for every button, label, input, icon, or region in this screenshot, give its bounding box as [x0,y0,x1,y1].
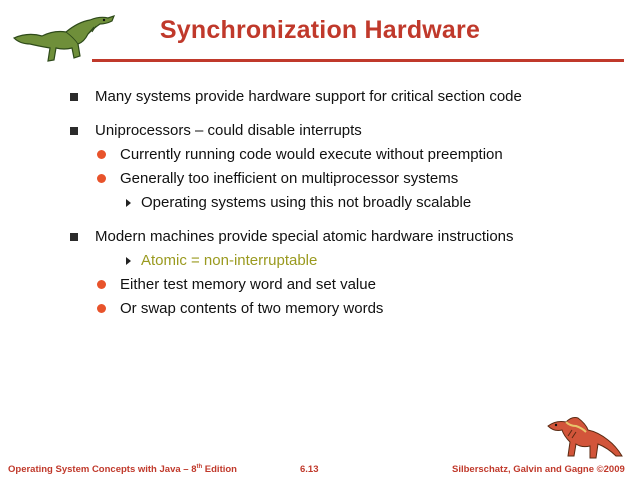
dinosaur-mascot-icon [542,400,626,462]
bullet-item [97,170,458,187]
page-title: Synchronization Hardware [159,16,481,44]
bullet-text: Operating systems using this not broadly scalable [141,194,472,211]
dot-bullet-icon [97,174,106,183]
bullet-text: Currently running code would execute without preemption [120,146,503,163]
bullet-item [70,88,522,105]
footer-page-number: 6.13 [300,464,319,475]
bullet-item [70,228,514,245]
square-bullet-icon [70,127,78,135]
bullet-item [126,252,317,269]
bullet-item [97,276,376,293]
bullet-item [70,122,362,139]
bullet-text: Or swap contents of two memory words [120,300,384,317]
footer-book-title: Operating System Concepts with Java – 8th Edition [8,464,237,476]
bullet-text: Uniprocessors – could disable interrupts [95,122,362,139]
bullet-item [97,300,383,317]
dinosaur-logo-icon [8,8,120,66]
triangle-bullet-icon [126,199,131,207]
bullet-item [126,194,471,211]
triangle-bullet-icon [126,257,131,265]
bullet-text: Generally too inefficient on multiprocessor systems [120,170,459,187]
square-bullet-icon [70,93,78,101]
title-divider [92,59,624,62]
bullet-text: Either test memory word and set value [120,276,376,293]
dot-bullet-icon [97,304,106,313]
bullet-item [97,146,503,163]
bullet-text-highlight: Atomic = non-interruptable [141,252,318,269]
footer-copyright: Silberschatz, Galvin and Gagne ©2009 [452,464,625,475]
dot-bullet-icon [97,150,106,159]
bullet-text: Many systems provide hardware support for critical section code [95,88,522,105]
bullet-text: Modern machines provide special atomic hardware instructions [95,228,514,245]
dot-bullet-icon [97,280,106,289]
square-bullet-icon [70,233,78,241]
